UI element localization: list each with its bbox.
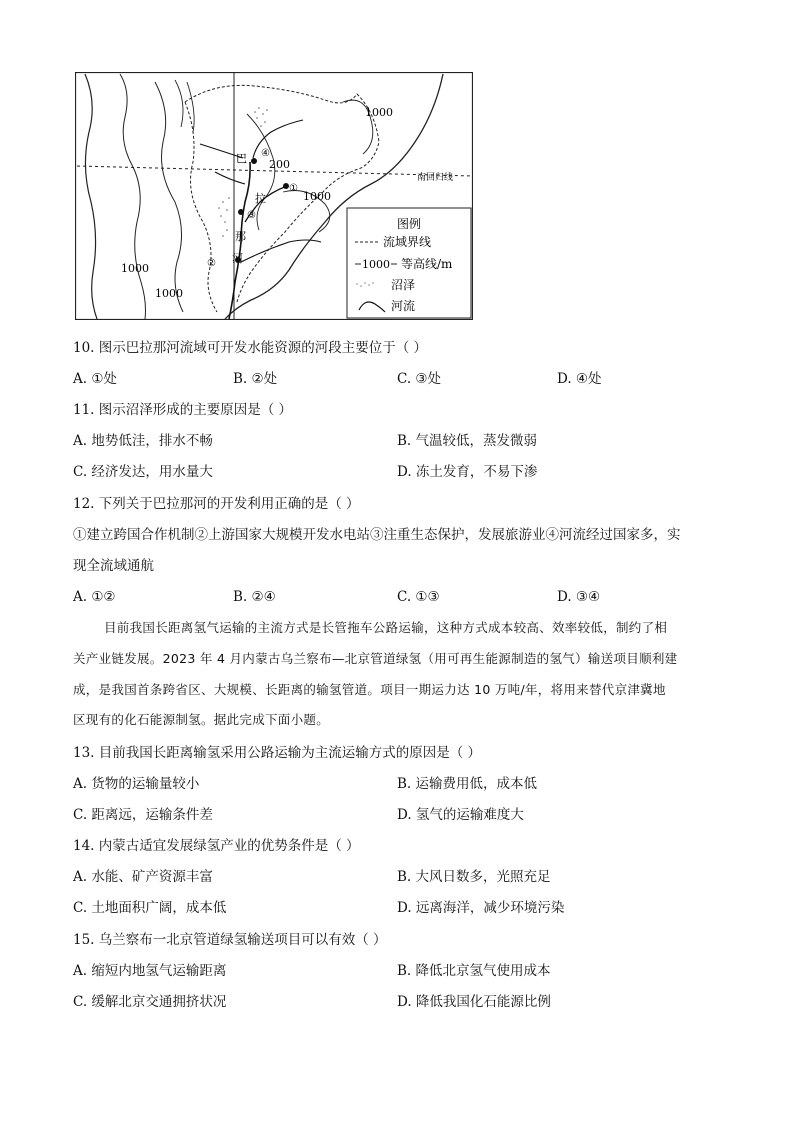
tropic-label: 南回归线 [417, 173, 454, 183]
q12-option-a[interactable]: A. ①② [73, 589, 116, 605]
q10-option-a[interactable]: A. ①处 [73, 371, 117, 387]
contour-label-1000-mid: 1000 [303, 190, 331, 203]
q10-option-d[interactable]: D. ④处 [557, 371, 602, 387]
contour-label-1000-ne: 1000 [365, 106, 393, 119]
passage-line-2: 关产业链发展。2023 年 4 月内蒙古乌兰察布—北京管道绿氢（用可再生能源制造的氢气）输送项目顺利建 [73, 651, 678, 666]
q15-option-b[interactable]: B. 降低北京氢气使用成本 [397, 963, 551, 979]
contour-label-200: 200 [269, 158, 290, 171]
q12-statements-line-1: ①建立跨国合作机制②上游国家大规模开发水电站③注重生态保护，发展旅游业④河流经过国家多，实 [73, 527, 681, 543]
legend-river-label: 河流 [391, 299, 416, 313]
map-legend [347, 208, 471, 318]
basin-map [75, 72, 473, 320]
q15-option-d[interactable]: D. 降低我国化石能源比例 [397, 994, 551, 1010]
question-11-stem: 11. 图示沼泽形成的主要原因是（ ） [73, 402, 293, 418]
legend-title: 图例 [397, 217, 422, 231]
contour-label-1000-s: 1000 [155, 287, 183, 300]
site-4-dot [251, 158, 257, 164]
q13-option-a[interactable]: A. 货物的运输量较小 [73, 776, 200, 792]
q10-option-c[interactable]: C. ③处 [397, 371, 442, 387]
site-label-1: ① [289, 183, 298, 194]
question-14-stem: 14. 内蒙古适宜发展绿氢产业的优势条件是（ ） [73, 838, 360, 854]
question-13-stem: 13. 目前我国长距离输氢采用公路运输为主流运输方式的原因是（ ） [73, 745, 482, 761]
q13-option-b[interactable]: B. 运输费用低，成本低 [397, 776, 538, 792]
river-char-ba: 巴 [236, 152, 247, 165]
q14-option-c[interactable]: C. 土地面积广阔，成本低 [73, 900, 227, 916]
q13-option-d[interactable]: D. 氢气的运输难度大 [397, 807, 524, 823]
q15-option-c[interactable]: C. 缓解北京交通拥挤状况 [73, 994, 227, 1010]
q12-statements-line-2: 现全流域通航 [73, 558, 154, 574]
site-label-3: ③ [247, 210, 256, 221]
passage-line-3: 成，是我国首条跨省区、大规模、长距离的输氢管道。项目一期运力达 10 万吨/年，将用来替代京津冀地 [73, 682, 666, 697]
river-char-na: 那 [235, 230, 246, 243]
q14-option-a[interactable]: A. 水能、矿产资源丰富 [73, 869, 213, 885]
site-3-dot [238, 209, 244, 215]
passage-line-1: 目前我国长距离氢气运输的主流方式是长管拖车公路运输，这种方式成本较高、效率较低，制约了相 [104, 620, 668, 635]
legend-swamp-label: 沼泽 [391, 278, 416, 292]
q11-option-b[interactable]: B. 气温较低，蒸发微弱 [397, 433, 538, 449]
legend-boundary-label: 流域界线 [383, 235, 432, 249]
q13-option-c[interactable]: C. 距离远，运输条件差 [73, 807, 213, 823]
question-12-stem: 12. 下列关于巴拉那河的开发利用正确的是（ ） [73, 496, 360, 512]
site-label-2: ② [207, 258, 216, 269]
q12-option-d[interactable]: D. ③④ [557, 589, 601, 605]
legend-contour-sample: 1000 [362, 258, 390, 271]
q14-option-d[interactable]: D. 远离海洋，减少环境污染 [397, 900, 565, 916]
q12-option-b[interactable]: B. ②④ [233, 589, 276, 605]
q10-option-b[interactable]: B. ②处 [233, 371, 278, 387]
q11-option-c[interactable]: C. 经济发达，用水量大 [73, 464, 213, 480]
q15-option-a[interactable]: A. 缩短内地氢气运输距离 [73, 963, 227, 979]
contour-label-1000-sw: 1000 [121, 262, 149, 275]
q14-option-b[interactable]: B. 大风日数多，光照充足 [397, 869, 551, 885]
q12-option-c[interactable]: C. ①③ [397, 589, 440, 605]
question-10-stem: 10. 图示巴拉那河流域可开发水能资源的河段主要位于（ ） [73, 340, 428, 356]
river-char-he: 河 [232, 252, 243, 265]
passage-line-4: 区现有的化石能源制氢。据此完成下面小题。 [73, 712, 330, 727]
q11-option-d[interactable]: D. 冻土发育，不易下渗 [397, 464, 538, 480]
question-15-stem: 15. 乌兰察布一北京管道绿氢输送项目可以有效（ ） [73, 932, 387, 948]
q11-option-a[interactable]: A. 地势低洼，排水不畅 [73, 433, 213, 449]
legend-contour-label: 等高线/m [401, 257, 453, 271]
river-char-la: 拉 [255, 192, 266, 205]
site-label-4: ④ [261, 148, 270, 159]
